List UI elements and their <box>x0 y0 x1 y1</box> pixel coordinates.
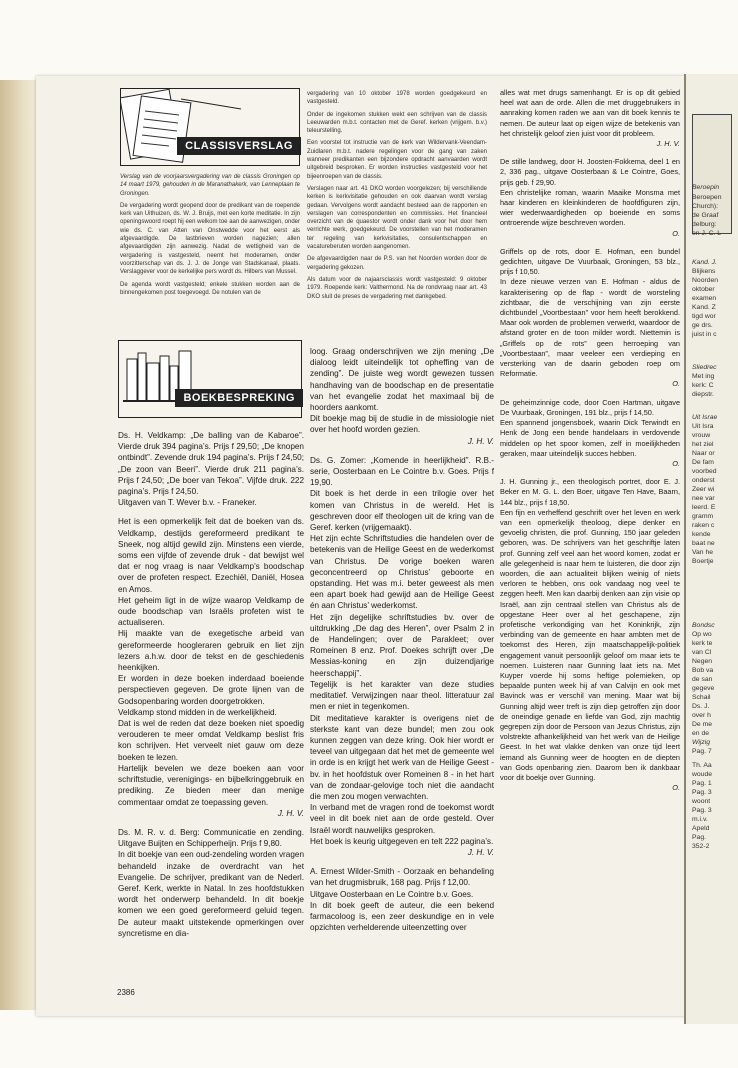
next-page-line: Uit Israe <box>692 414 718 421</box>
reviewer-initials: J. H. V. <box>277 808 304 818</box>
review-paragraph: Het geheim ligt in de wijze waarop Veldkamp de oude boodschap van Israëls profeten wist te actualiseren. <box>118 595 304 628</box>
next-page-line: Pag. 3 <box>692 807 712 814</box>
review-paragraph: Het zijn degelijke schriftstudies bv. over de uitdrukking „De dag des Heren”, over Psalm 2 in de Handelingen; over de Parakleet; over Romeinen 8 enz. Prof. Doekes schrijft over „De Messias-koning en zijn duizendjarige heerschappij”. <box>310 612 494 678</box>
next-page-line: Boertje <box>692 558 714 565</box>
next-page-line: ge drs. <box>692 322 713 329</box>
next-page-line: voorbed <box>692 468 717 475</box>
review-paragraph: Het boek is keurig uitgegeven en telt 222 pagina’s. <box>310 836 494 846</box>
next-page-line: Beroepin <box>692 184 720 191</box>
reviewer-initials: J. H. V. <box>467 436 494 446</box>
next-page-line: oktober <box>692 286 715 293</box>
review-paragraph: In deze nieuwe verzen van E. Hofman - aldus de karakterisering op de flap - wordt de worsteling zichtbaar, die de verschijning van zijn eerste dichtbundel „Voortbestaan” voor hem heeft berokkend. Maar ook worden de problemen verwerkt, waardoor de afstand groter en de toon milder wordt. Niettemin is „Griffels op de rots” geen herroeping van „Voortbestaan”, maar veeleer een verdieping en versterking van de daarin geboden roep om Reformatie. <box>500 277 680 379</box>
review-paragraph: In verband met de vragen rond de toekomst wordt veel in dit boek niet aan de orde gesteld. Over Israël wordt nauwelijks gesproken. <box>310 803 494 835</box>
next-page-line: van Cl <box>692 649 712 656</box>
review-paragraph: Dit meditatieve karakter is overigens niet de sterkste kant van deze bundel; men zou ook kunnen zeggen van deze kring. Ook hier wordt er teveel van uitgegaan dat het met de gemeente wel in orde is en krijgt het werk van de Heilige Geest - bv. in het hoofdstuk over Romeinen 8 - in het hart van de zondaar-gelovige toch niet die aandacht die men zou mogen verwachten. <box>310 713 494 801</box>
review-paragraph: loog. Graag onderschrijven we zijn mening „De dialoog leidt uiteindelijk tot opheffing van de zending”. De juiste weg wordt gewezen tussen handhaving van de boodschap en de presentatie van het evangelie zodat het maximaal bij de hoorders aankomt. <box>310 347 494 413</box>
review-paragraph: Tegelijk is het karakter van deze studies meditatief. Verwijzingen naar theol. litteratuur zal men er niet in tegenkomen. <box>310 679 494 712</box>
book-entry-heading: A. Ernest Wilder-Smith - Oorzaak en behandeling van het drugmisbruik, 168 pag. Prijs f 12,00. <box>310 867 494 888</box>
next-page-line: Van he <box>692 549 714 556</box>
next-page-line: diepstr. <box>692 391 714 398</box>
next-page-line: kerk: C <box>692 382 714 389</box>
next-page-line: m.i.v. <box>692 816 708 823</box>
classis-paragraph: vergadering van 10 oktober 1978 worden goedgekeurd en vastgesteld. <box>307 91 487 106</box>
reviewer-initials: O. <box>672 379 680 389</box>
next-page-line: Beroepen <box>692 194 722 201</box>
next-page-edge <box>684 74 738 1024</box>
classis-header-illustration <box>120 88 300 166</box>
next-page-line: raken c <box>692 522 715 529</box>
next-page-line: nee var <box>692 495 715 502</box>
next-page-line: Op wo <box>692 631 712 638</box>
next-page-line: en de <box>692 730 710 737</box>
book-publisher: Uitgaven van T. Wever b.v. - Franeker. <box>118 498 257 508</box>
next-page-line: Ds. J. <box>692 703 710 710</box>
next-page-line: gegeve <box>692 685 715 692</box>
review-paragraph: Veldkamp stond midden in de werkelijkheid. <box>118 707 277 717</box>
reviewer-initials: J. H. V. <box>656 139 680 149</box>
next-page-line: de san <box>692 676 713 683</box>
next-page-line: Met ing <box>692 373 715 380</box>
classis-caption: Verslag van de voorjaarsvergadering van de classis Groningen op 14 maart 1979, gehouden in de Maranathakerk, van Lenneplaan te Groningen. <box>120 174 300 197</box>
classis-column <box>120 173 300 301</box>
next-page-line: Schail <box>692 694 711 701</box>
next-page-line: Th. Aa <box>692 762 712 769</box>
next-page-line: kerk te <box>692 640 713 647</box>
review-column-3 <box>310 346 494 941</box>
review-paragraph: Uitgave Oosterbaan en Le Cointre b.v. Goes. <box>310 889 474 899</box>
next-page-line: Zeer wi <box>692 486 715 493</box>
next-page-line: Noorden <box>692 277 719 284</box>
next-page-line: Kand. J. <box>692 259 717 266</box>
boek-column <box>118 430 304 947</box>
review-paragraph: In dit boek geeft de auteur, die een bekend farmacoloog is, een zeer deskundige en in vele opzichten verhelderende uiteenzetting over <box>310 900 494 933</box>
next-page-line: juist in c <box>692 331 717 338</box>
review-paragraph: Er worden in deze boeken inderdaad boeiende perspectieven gegeven. De grote lijnen van de Godsopenbaring worden doorgetrokken. <box>118 674 304 706</box>
book-entry-heading: J. H. Gunning jr., een theologisch portret, door E. J. Beker en M. G. L. den Boer, uitgave Ten Have, Baarn, 144 blz., prijs f 18,50. <box>500 477 680 507</box>
book-entry-heading: Ds. G. Zomer: „Komende in heerlijkheid”. R.B.-serie, Oosterbaan en Le Cointre b.v. Goes. Prijs f 19,90. <box>310 455 494 488</box>
classis-paragraph: Verslagen naar art. 41 DKO worden voorgelezen; bij verschillende kerken is kerkvisitatie gehouden en ook daarvan wordt verslag gedaan. Vervolgens wordt aandacht besteed aan de rapporten en verslagen van correspondenten en commissies. Het financieel overzicht van de quaestor wordt onder dank voor het door hem verrichte werk, goedgekeurd. De voorstellen van het moderamen ter regeling van kerkvisitaties, consulentschappen en vacatureberuten worden aangenomen. <box>307 185 487 251</box>
next-page-line: en J. C. L <box>692 230 722 237</box>
reviewer-initials: O. <box>672 783 680 793</box>
book-entry-heading: Ds. H. Veldkamp: „De balling van de Kabaroe”. Vierde druk 394 pagina’s. Prijs f 29,50; „De knopen ontbindt”. Zevende druk 194 pagina’s. Prijs f 24,50; „De zoon van Beeri”. Vierde druk 211 pagina’s. Prijs f 24,50; „De boer van Tekoa”. Vijfde druk. 222 pagina’s. Prijs f 24,50. <box>118 431 304 497</box>
next-page-line: Pag. 1 <box>692 780 712 787</box>
boek-title: BOEKBESPREKING <box>175 389 303 407</box>
next-page-line: woude <box>692 771 713 778</box>
page-number: 2386 <box>117 988 135 997</box>
next-page-line: baat ne <box>692 540 715 547</box>
next-page-line: het ziel <box>692 441 714 448</box>
review-paragraph: Hij maakte van de exegetische arbeid van gereformeerde hoogleraren gebruik en liet zijn lezers a.h.w. door de tekst en de geschiedenis heenkijken. <box>118 629 304 673</box>
next-page-line: vrouw <box>692 432 711 439</box>
book-entry-heading: De stille landweg, door H. Joosten-Fokkema, deel 1 en 2, 336 pag., uitgave Oosterbaan & Le Cointre, Goes, prijs geb. f 29,90. <box>500 157 680 187</box>
classis-paragraph: Onder de ingekomen stukken wekt een schrijven van de classis Leeuwarden m.b.t. contacten met de Geref. kerken (vrijgem. b.v.) teleurstelling. <box>307 111 487 135</box>
review-paragraph: Hartelijk bevelen we deze boeken aan voor schriftstudie, verenigings- en bijbelkringgebruik en prediking. Ze bieden meer dan menige commentaar omdat ze toepassing geven. <box>118 763 304 807</box>
review-paragraph: In dit boekje van een oud-zendeling worden vragen behandeld inzake de overdracht van het Evangelie. De schrijver, predikant van de Nederl. Geref. Kerk, werkte in Natal. In zes hoofdstukken wordt het onderwerp behandeld. In dit boekje komen we een goed gereformeerd geluid tegen. De auteur maakt uitstekende opmerkingen over syncretisme en dia- <box>118 850 304 938</box>
next-page-line: leerd. E <box>692 504 716 511</box>
boek-header-illustration <box>118 340 302 418</box>
classis-paragraph: Een voorstel tot instructie van de kerk van Wildervank-Veendam-Zuidlaren m.b.t. nadere regelingen voor de gang van zaken wanneer predikanten een bijzondere opdracht aanvaarden wordt uitgebreid besproken. Er worden instructies vastgesteld voor het bijeenroepen van de classis. <box>307 140 487 180</box>
review-paragraph: Een spannend jongensboek, waarin Dick Terwindt en Henk de Jong een bende handelaars in verdovende middelen op het spoor komen, zelf in moeilijkheden geraken, maar uiteindelijk succes hebben. <box>500 418 680 458</box>
book-entry-heading: Griffels op de rots, door E. Hofman, een bundel gedichten, uitgave De Vuurbaak, Groningen, 53 blz., prijs f 10,50. <box>500 246 680 277</box>
classis-paragraph: De afgevaardigden naar de P.S. van het Noorden worden door de vergadering gekozen. <box>307 256 487 271</box>
next-page-line: Pag. 3 <box>692 789 712 796</box>
next-page-line: Naar or <box>692 450 715 457</box>
next-page-line: kende <box>692 531 711 538</box>
classis-paragraph: Als datum voor de najaarsclassis wordt vastgesteld: 9 oktober 1979. Roepende kerk: Valthermond. Na de rondvraag naar art. 43 DKO sluit de preses de vergadering met dankgebed. <box>307 276 487 300</box>
next-page-line: Kand. Z <box>692 304 716 311</box>
review-paragraph: Het is een opmerkelijk feit dat de boeken van ds. Veldkamp, destijds gereformeerd predikant te Sneek, nog altijd gewild zijn. Minstens een vierde, soms een vijfde of zevende druk - dat bewijst wel dat er nog vraag is naar Veldkamp’s boodschap over de profeten respect. Ezechiël, Daniël, Hosea en Amos. <box>118 517 304 594</box>
next-page-line: de Graaf <box>692 212 719 219</box>
next-page-line: Bondsc <box>692 622 715 629</box>
next-page-line: Negen <box>692 658 713 665</box>
reviewer-initials: J. H. V. <box>467 847 494 857</box>
classis-paragraph: De agenda wordt vastgesteld; enkele stukken worden aan de binnengekomen post toegevoegd. De notulen van de <box>120 281 300 296</box>
next-page-line: De fam <box>692 459 714 466</box>
next-page-line: Bob va <box>692 667 714 674</box>
book-entry-heading: De geheimzinnige code, door Coen Hartman, uitgave De Vuurbaak, Groningen, 191 blz., prijs f 14,50. <box>500 397 680 417</box>
reviewer-initials: O. <box>672 228 680 238</box>
next-page-line: Wijzig <box>692 739 711 746</box>
review-paragraph: alles wat met drugs samenhangt. Er is op dit gebied heel wat aan de orde. Allen die met druggebruikers in aanraking komen raden we aan van dit boek kennis te nemen. De auteur laat op eigen wijze de betekenis van het christelijk geloof zien juist voor dit probleem. <box>500 88 680 138</box>
review-paragraph: Een christelijke roman, waarin Maaike Monsma met haar kinderen en kleinkinderen de hoofdfiguren zijn, wier wederwaardigheden op boeiende en soms ontroerende wijze beschreven worden. <box>500 187 680 228</box>
next-page-line: Pag. 7 <box>692 748 712 755</box>
review-paragraph: Dit boekje mag bij de studie in de missiologie niet over het hoofd worden gezien. <box>310 414 494 435</box>
next-page-line: De me <box>692 721 713 728</box>
review-paragraph: Dit boek is het derde in een trilogie over het komen van Christus in de wereld. Het is geschreven door elf theologen uit de kring van de Geref. kerken (vrijgemaakt). <box>310 489 494 533</box>
reviewer-initials: O. <box>672 458 680 468</box>
next-page-line: 352-2 <box>692 843 710 850</box>
next-page-line: Sliedrec <box>692 364 717 371</box>
next-page-line: woont <box>692 798 711 805</box>
review-paragraph: Het zijn echte Schriftstudies die handelen over de betekenis van de Heilige Geest en de wederkomst van Christus. De vorige boeken waren geconcentreerd op Christus’ geboorte en opstanding. Het was m.i. beter geweest als men een apart boek had gewijd aan de Heilige Geest én aan Christus’ wederkomst. <box>310 534 494 611</box>
next-page-line: Pag. <box>692 834 706 841</box>
review-paragraph: Dat is wel de reden dat deze boeken niet spoedig verouderen te meer omdat Veldkamp beslist fris kon schrijven. Het verveelt niet gauw om deze boeken te lezen. <box>118 719 304 762</box>
next-page-line: Apeld <box>692 825 710 832</box>
next-page-line: delburg: <box>692 221 717 228</box>
next-page-line: Church): <box>692 203 719 210</box>
classis-title: CLASSISVERSLAG <box>177 137 301 155</box>
next-page-line: gramm <box>692 513 714 520</box>
next-page-line: Uit Isra <box>692 423 714 430</box>
book-entry-heading: Ds. M. R. v. d. Berg: Communicatie en zending. Uitgave Buijten en Schipperheijn. Prijs f 9,80. <box>118 827 304 849</box>
next-page-line: examen <box>692 295 717 302</box>
next-page-line: over h <box>692 712 711 719</box>
next-page-line: onderst <box>692 477 715 484</box>
book-page-edges <box>0 80 40 1010</box>
next-page-line: Blijkens <box>692 268 716 275</box>
next-page-line: tigd wor <box>692 313 716 320</box>
review-column-4 <box>500 88 680 801</box>
classis-column-continued <box>307 90 487 305</box>
review-paragraph: Een fijn en verheffend geschrift over het leven en werk van een opmerkelijk theoloog, diepe denker en gevoelig christen, die prof. Gunning, 150 jaar geleden geboren, was. De schrijvers van het geschriftje laten prof. Gunning zelf veel aan het woord komen, zodat er alle gelegenheid is naar hem te luisteren, die door zijn woorden, die aan actualiteit blijken weinig of niets verloren te hebben, ons ook vandaag nog veel te zeggen heeft. Men kan daarbij denken aan zijn visie op Israël, aan zijn centraal stellen van Christus als de opgestane Heer over al het geschapene, zijn profetische verkondiging van het Koninkrijk, zijn verbinding van de gemeente en haar ambten met de toekomst des Heren, zijn maatschappelijk-politiek engagement vanuit persoonlijk geloof om maar iets te noemen. Luisteren naar Gunning laat iets na. Met Kuyper voerde hij soms heftige polemieken, op bepaalde punten week hij af van Calvijn en ook met Bavinck was er verschil van mening. Maar wat bij Gunning altijd weer treft is zijn diep getroffen zijn door de oneindige genade en liefde van God, zijn machtig gegrepen zijn door de Persoon van Jezus Christus, zijn volstrekte afhankelijkheid van het werk van de Heilige Geest. In het wat vlakke denken van onze tijd leert iemand als Gunning weer de hoogten en de diepten van Gods openbaring zien. Daarom ben ik dankbaar voor dit boekje over Gunning. <box>500 507 680 782</box>
classis-paragraph: De vergadering wordt geopend door de predikant van de roepende kerk van Uithuizen, ds. W. J. Bruijs, met een korte meditatie. In zijn openingswoord roept hij een welkom toe aan de aanwezigen, onder wie ds. C. van Atten van Onstwedde voor het eerst als afgevaardigde. De lastbrieven worden nagezien; allen afgevaardigden zijn aanwezig. Nadat de wettigheid van de vergadering is vastgesteld, neemt het moderamen, onder voorzitterschap van ds. J. J. de Jonge van Stadskanaal, plaats. Verslaggever voor de kerkelijke pers wordt ds. Hilbers van Mussel. <box>120 202 300 276</box>
